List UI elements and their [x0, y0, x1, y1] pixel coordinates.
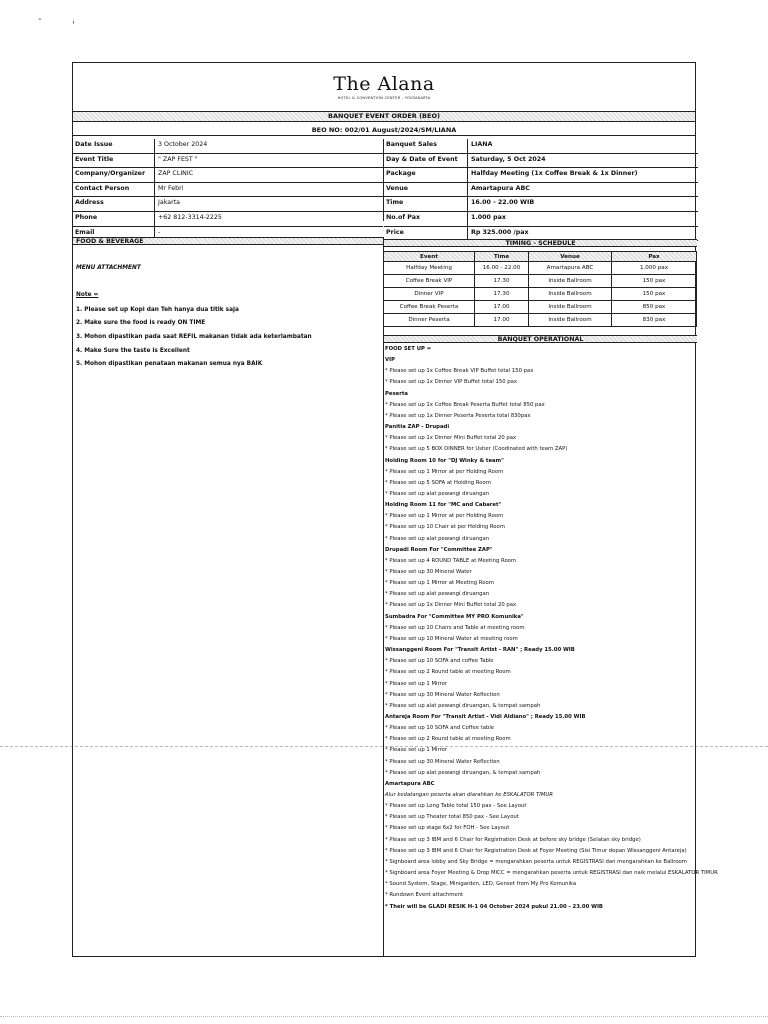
operational-heading: VIP	[385, 357, 395, 364]
info-row	[384, 168, 698, 183]
operational-item: * Please set up alat pewangi diruangan	[385, 490, 490, 497]
operational-item: * Please set up Long Table total 150 pax - See Layout	[385, 803, 527, 810]
table-row	[384, 288, 697, 301]
info-row	[73, 168, 383, 183]
logo-name: The Alana	[333, 73, 435, 95]
table-cell: Coffee Break VIP	[384, 275, 475, 288]
info-value: Mr Febri	[158, 184, 184, 192]
info-value: 1.000 pax	[471, 213, 506, 221]
table-cell: 150 pax	[612, 275, 697, 288]
table-row	[384, 314, 697, 327]
info-label: Banquet Sales	[384, 139, 468, 153]
info-row	[73, 139, 383, 154]
operational-item: * Please set up 10 Chairs and Table at meeting room	[385, 624, 525, 631]
operational-heading: Holding Room 11 for "MC and Cabaret"	[385, 502, 502, 509]
operational-heading: Holding Room 10 for "DJ Winky & team"	[385, 457, 504, 464]
info-row	[384, 139, 698, 154]
table-cell: 830 pax	[612, 314, 697, 327]
info-value: Amartapura ABC	[471, 184, 530, 192]
operational-item: * Please set up 1x Dinner Peserta Peserta total 830pax	[385, 412, 531, 419]
table-row	[384, 262, 697, 275]
info-row	[73, 183, 383, 198]
operational-item: * Please set up 1 Mirror	[385, 680, 448, 687]
operational-item: * Please set up 10 SOFA and Coffee table	[385, 725, 495, 732]
column-header: Venue	[529, 252, 612, 262]
operational-heading: Sumbadra For "Committee MY PRO Komunika"	[385, 613, 524, 620]
info-value: -	[158, 228, 161, 236]
info-value: LIANA	[471, 141, 493, 148]
operational-item: * Please set up 1 Mirror at Meeting Room	[385, 580, 494, 587]
operational-heading: Antareja Room For "Transit Artist - Vidi Aldiano" ; Ready 15.00 WIB	[385, 713, 586, 720]
info-label: Email	[73, 227, 155, 241]
operational-item: * Please set up 10 Chair at per Holding Room	[385, 524, 505, 531]
info-label: Time	[384, 197, 468, 211]
operational-item: * Please set up 10 Mineral Water at meeting room	[385, 635, 518, 642]
info-row	[73, 212, 383, 227]
info-row	[384, 183, 698, 198]
operational-item: * Please set up stage 6x2 for FOH - See Layout	[385, 825, 510, 832]
info-label: Date Issue	[73, 139, 155, 153]
operational-item: * Please set up 1 Mirror	[385, 747, 448, 754]
food-beverage-header: FOOD & BEVERAGE	[73, 237, 383, 245]
operational-item: * Rundown Event attachment	[385, 892, 464, 899]
operational-item: * Please set up 1x Coffee Break Peserta Buffet total 850 pax	[385, 401, 545, 408]
info-label: No.of Pax	[384, 212, 468, 226]
scan-speck: -	[38, 14, 42, 25]
table-cell: Inside Ballroom	[529, 288, 612, 301]
info-value: Jakarta	[158, 199, 181, 207]
operational-item: * Please set up 1x Dinner Mini Buffet total 20 pax	[385, 602, 517, 609]
document-title: BANQUET EVENT ORDER (BEO)	[73, 111, 695, 122]
table-cell: 16.00 - 22.00	[475, 262, 529, 275]
info-label: Day & Date of Event	[384, 154, 468, 168]
note-item: 5. Mohon dipastikan penataan makanan semua nya BAIK	[76, 361, 263, 367]
note-item: 4. Make Sure the taste is Excellent	[76, 348, 190, 354]
info-value: +62 812-3314-2225	[158, 213, 222, 221]
column-divider	[383, 237, 384, 957]
table-cell: Halfday Meeting	[384, 262, 475, 275]
info-row	[73, 154, 383, 169]
operational-item: * Please set up 1x Dinner Mini Buffet total 20 pax	[385, 435, 517, 442]
operational-item: * Please set up 2 Round table at meeting Room	[385, 736, 511, 743]
table-cell: 17.00	[475, 301, 529, 314]
operational-item: * Please set up alat pewangi diruangan, & tempat sampah	[385, 769, 541, 776]
operational-item: * Please set up alat pewangi diruangan	[385, 535, 490, 542]
operational-item: * Please set up 1 Mirror at per Holding Room	[385, 513, 504, 520]
info-value: 16.00 - 22.00 WIB	[471, 199, 535, 207]
info-label: Event Title	[73, 154, 155, 168]
operational-item: * Please set up alat pewangi diruangan, & tempat sampah	[385, 702, 541, 709]
table-cell: Dinner Peserta	[384, 314, 475, 327]
operational-item: * Please set up Theater total 850 pax - See Layout	[385, 814, 519, 821]
info-label: Company/Organizer	[73, 168, 155, 182]
info-value: Rp 325.000 /pax	[471, 228, 529, 236]
table-cell: 150 pax	[612, 288, 697, 301]
note-item: 3. Mohon dipastikan pada saat REFIL makanan tidak ada keterlambatan	[76, 334, 312, 340]
operational-item: * Please set up 5 SOFA at Holding Room	[385, 479, 491, 486]
operational-item: * Please set up 1 Mirror at per Holding Room	[385, 468, 504, 475]
operational-item: * Please set up 1x Dinner VIP Buffet total 150 pax	[385, 379, 518, 386]
table-cell: Inside Ballroom	[529, 275, 612, 288]
operational-item: * Please set up 1x Coffee Break VIP Buffet total 150 pax	[385, 368, 534, 375]
operational-item: * Please set up 2 Round table at meeting Room	[385, 669, 511, 676]
operational-heading: FOOD SET UP =	[385, 346, 432, 352]
info-row	[384, 212, 698, 227]
operational-heading: Amartapura ABC	[385, 780, 435, 787]
operational-item: * Please set up alat pewangi diruangan	[385, 591, 490, 598]
table-header-row	[384, 252, 697, 262]
info-row	[384, 154, 698, 169]
table-cell: 17.30	[475, 288, 529, 301]
info-row	[384, 197, 698, 212]
column-header: Pax	[612, 252, 697, 262]
info-label: Contact Person	[73, 183, 155, 197]
operational-item: * Please set up 4 ROUND TABLE at Meeting Room	[385, 557, 517, 564]
info-value: Saturday, 5 Oct 2024	[471, 155, 546, 163]
operational-item: * Please set up 30 Mineral Water Reflection	[385, 758, 500, 765]
menu-attachment: MENU ATTACHMENT	[76, 265, 141, 271]
column-header: Time	[475, 252, 529, 262]
info-label: Address	[73, 197, 155, 211]
table-cell: Amartapura ABC	[529, 262, 612, 275]
operational-item: * Sound System, Stage, Minigarden, LED, Genset from My Pro Komunika	[385, 881, 577, 888]
timing-schedule-table	[383, 251, 697, 327]
operational-item: * Please set up 30 Mineral Water Reflection	[385, 691, 500, 698]
table-cell: Dinner VIP	[384, 288, 475, 301]
operational-heading: * Their will be GLADI RESIK H-1 04 October 2024 pukul 21.00 - 23.00 WIB	[385, 903, 603, 910]
scan-speck: '	[72, 20, 75, 31]
operational-heading: Drupadi Room For "Committee ZAP"	[385, 546, 493, 553]
info-row	[73, 197, 383, 212]
note-item: 1. Please set up Kopi dan Teh hanya dua titik saja	[76, 307, 239, 313]
table-cell: 1.000 pax	[612, 262, 697, 275]
table-cell: Inside Ballroom	[529, 301, 612, 314]
info-label: Phone	[73, 212, 155, 226]
note-title: Note =	[76, 292, 99, 298]
event-info-right	[383, 139, 698, 236]
logo-subtitle: HOTEL & CONVENTION CENTER - YOGYAKARTA	[337, 96, 431, 100]
operational-item: * Please set up 5 BOX DINNER for Usher (Coodinated with team ZAP)	[385, 446, 568, 453]
operational-heading: Panitia ZAP - Drupadi	[385, 424, 450, 431]
column-header: Event	[384, 252, 475, 262]
info-value: " ZAP FEST "	[158, 155, 198, 163]
operational-item: Alur kedatangan peserta akan diarahkan ke ESKALATOR TIMUR	[385, 792, 553, 798]
table-cell: 17.30	[475, 275, 529, 288]
note-item: 2. Make sure the food is ready ON TIME	[76, 320, 206, 326]
info-value: Halfday Meeting (1x Coffee Break & 1x Dinner)	[471, 170, 638, 178]
table-row	[384, 275, 697, 288]
scan-artifact-line	[0, 1016, 768, 1017]
info-value: ZAP CLINIC	[158, 170, 194, 178]
operational-item: * Please set up 10 SOFA and coffee Table	[385, 658, 494, 665]
info-label: Venue	[384, 183, 468, 197]
table-cell: 850 pax	[612, 301, 697, 314]
operational-heading: Peserta	[385, 390, 408, 397]
hotel-logo	[73, 73, 695, 100]
info-label: Price	[384, 227, 468, 241]
operational-heading: Wissanggeni Room For "Transit Artist - RAN" ; Ready 15.00 WIB	[385, 647, 575, 654]
operational-item: * Please set up 3 IBM and 6 Chair for Registration Desk at before sky bridge (Selatan sky bridge)	[385, 836, 641, 843]
info-label: Package	[384, 168, 468, 182]
table-row	[384, 301, 697, 314]
timing-schedule-header: TIMING - SCHEDULE	[383, 239, 697, 247]
beo-document	[72, 62, 718, 957]
banquet-operational-header: BANQUET OPERATIONAL	[383, 335, 697, 343]
event-info-left	[73, 139, 383, 236]
table-cell: Coffee Break Peserta	[384, 301, 475, 314]
table-cell: Inside Ballroom	[529, 314, 612, 327]
info-value: 3 October 2024	[158, 141, 208, 148]
beo-number: BEO NO: 002/01 August/2024/SM/LIANA	[73, 125, 695, 136]
operational-item: * Please set up 3 IBM and 6 Chair for Registration Desk at Foyer Meeting (Sisi Timur depan Wissanggeni Antareja)	[385, 847, 687, 854]
operational-item: * Please set up 30 Mineral Water	[385, 569, 472, 575]
operational-item: * Signboard area lobby and Sky Bridge = mengarahkan peserta untuk REGISTRASI dan mengarahkan ke Ballroom	[385, 858, 687, 865]
table-cell: 17.00	[475, 314, 529, 327]
operational-item: * Signboard area Foyer Meeting & Drop MICC = mengarahkan peserta untuk REGISTRASI dan naik melalui ESKALATOR TIMUR	[385, 870, 718, 877]
